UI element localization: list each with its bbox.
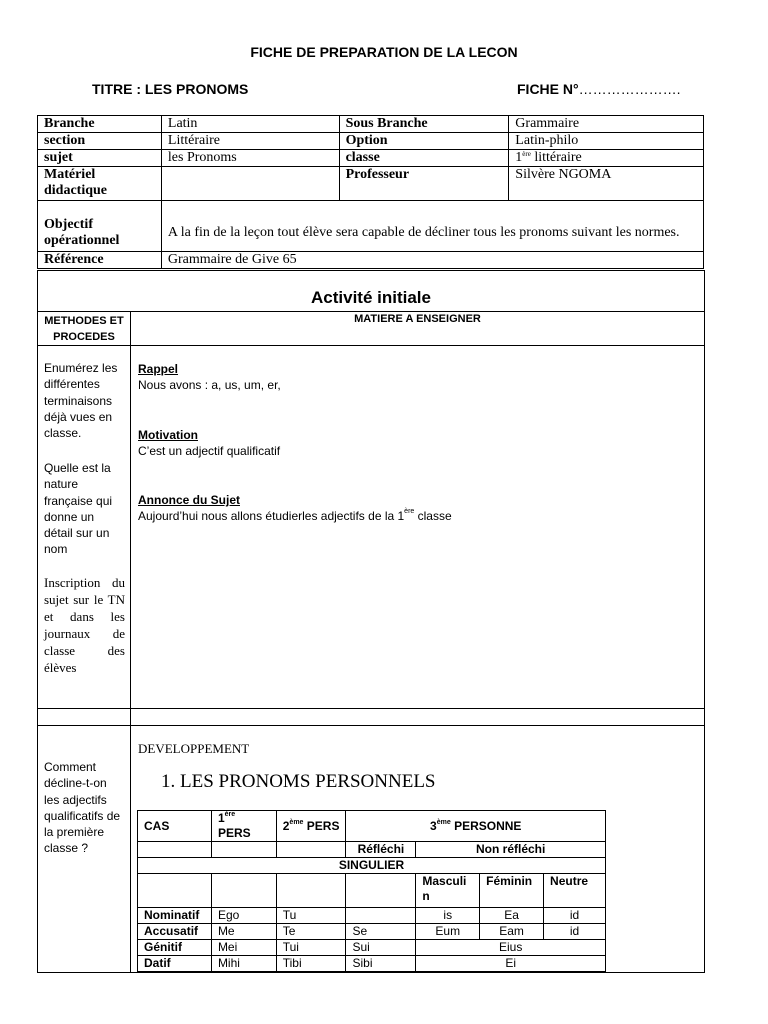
reference-label: Référence <box>38 252 162 269</box>
masculin-header: Masculin <box>416 874 480 908</box>
cell: Ego <box>211 908 276 924</box>
p3-num: 3 <box>430 818 437 833</box>
methodes-header: METHODES ET PROCEDES <box>44 315 124 343</box>
methode-question-1: Enumérez les différentes terminaisons déjà vues en classe. <box>44 361 118 441</box>
p3-header <box>346 811 606 842</box>
annonce-sup: ère <box>404 508 415 515</box>
cell: id <box>544 908 606 924</box>
motivation-title: Motivation <box>138 428 198 442</box>
empty-cell <box>211 874 276 908</box>
cell <box>346 908 416 924</box>
table-row <box>138 956 606 972</box>
activite-title: Activité initiale <box>311 288 431 307</box>
cas-header: CAS <box>138 811 212 842</box>
info-table <box>37 115 704 269</box>
cell: Ea <box>480 908 544 924</box>
p3-sup: ème <box>436 818 451 826</box>
empty-cell <box>276 874 346 908</box>
page-title: FICHE DE PREPARATION DE LA LECON <box>250 44 518 60</box>
table-row <box>138 924 606 940</box>
fiche-dots: …………………. <box>578 81 681 97</box>
classe-num: 1 <box>515 150 523 165</box>
cell: Mihi <box>211 956 276 972</box>
cell: Me <box>211 924 276 940</box>
rappel-block <box>138 361 281 393</box>
case-name: Nominatif <box>138 908 212 924</box>
rappel-text: Nous avons : a, us, um, er, <box>138 378 281 392</box>
cell: Te <box>276 924 346 940</box>
section-value: Littéraire <box>161 133 339 150</box>
methode-inscription: Inscription du sujet sur le TN et dans les journaux de classe des élèves <box>44 575 125 675</box>
annonce-line <box>138 508 452 524</box>
p1-header <box>211 811 276 842</box>
case-name: Accusatif <box>138 924 212 940</box>
rappel-title: Rappel <box>138 362 179 376</box>
classe-text: littéraire <box>530 150 582 165</box>
option-label: Option <box>339 133 509 150</box>
fiche-label: FICHE N° <box>517 81 579 97</box>
column-divider <box>130 311 131 972</box>
reference-value: Grammaire de Give 65 <box>161 252 703 269</box>
objectif-label: Objectif opérationnel <box>38 201 162 252</box>
feminin-header: Féminin <box>480 874 544 908</box>
section-title: 1. LES PRONOMS PERSONNELS <box>161 771 436 792</box>
annonce-block <box>138 492 452 524</box>
p1-sup: ère <box>224 811 236 818</box>
cell: Eum <box>416 924 480 940</box>
p2-num: 2 <box>282 818 290 833</box>
p2-end: PERS <box>303 818 340 833</box>
objectif-value: A la fin de la leçon tout élève sera capable de décliner tous les pronoms suivant les normes. <box>161 201 703 252</box>
p2-header <box>276 811 346 842</box>
singulier-header: SINGULIER <box>138 858 606 874</box>
annonce-title: Annonce du Sujet <box>138 493 240 507</box>
cell: Sibi <box>346 956 416 972</box>
cell: Eius <box>416 940 606 956</box>
materiel-label: Matériel didactique <box>38 167 162 201</box>
professeur-value: Silvère NGOMA <box>509 167 704 201</box>
pronouns-table <box>137 810 606 972</box>
branche-label: Branche <box>38 116 162 133</box>
cell: id <box>544 924 606 940</box>
classe-sup: ère <box>522 150 531 158</box>
empty-cell <box>138 842 212 858</box>
p1-end: PERS <box>217 826 251 840</box>
divider <box>38 725 704 726</box>
motivation-block <box>138 427 280 459</box>
p1-num: 1 <box>217 811 225 825</box>
classe-label: classe <box>339 150 509 167</box>
cell: Tibi <box>276 956 346 972</box>
case-name: Génitif <box>138 940 212 956</box>
reflechi-header: Réfléchi <box>346 842 416 858</box>
annonce-end: classe <box>414 509 452 523</box>
cell: Ei <box>416 956 606 972</box>
developpement-question: Comment décline-t-on les adjectifs qualificatifs de la première classe ? <box>44 760 121 856</box>
classe-value <box>509 150 704 167</box>
p2-sup: ème <box>289 818 304 826</box>
lesson-title: TITRE : LES PRONOMS <box>92 81 249 97</box>
p3-end: PERSONNE <box>450 818 522 833</box>
developpement-label: DEVELOPPEMENT <box>138 741 250 756</box>
cell: is <box>416 908 480 924</box>
cell: Se <box>346 924 416 940</box>
cell: Sui <box>346 940 416 956</box>
table-row <box>138 940 606 956</box>
table-row <box>138 908 606 924</box>
neutre-header: Neutre <box>544 874 606 908</box>
motivation-text: C’est un adjectif qualificatif <box>138 444 281 458</box>
matiere-header: MATIERE A ENSEIGNER <box>354 313 481 325</box>
option-value: Latin-philo <box>509 133 704 150</box>
empty-cell <box>211 842 276 858</box>
sous-branche-label: Sous Branche <box>339 116 509 133</box>
methode-question-2: Quelle est la nature française qui donne un détail sur un nom <box>44 461 113 557</box>
non-reflechi-header: Non réfléchi <box>416 842 606 858</box>
case-name: Datif <box>138 956 212 972</box>
sous-branche-value: Grammaire <box>509 116 704 133</box>
materiel-value <box>161 167 339 201</box>
annonce-text: Aujourd’hui nous allons étudierles adjectifs de la 1 <box>138 509 405 523</box>
empty-cell <box>138 874 212 908</box>
empty-cell <box>276 842 346 858</box>
branche-value: Latin <box>161 116 339 133</box>
divider <box>38 311 704 312</box>
section-label: section <box>38 133 162 150</box>
cell: Mei <box>211 940 276 956</box>
sujet-label: sujet <box>38 150 162 167</box>
divider <box>38 345 704 346</box>
sujet-value: les Pronoms <box>161 150 339 167</box>
empty-cell <box>346 874 416 908</box>
cell: Tui <box>276 940 346 956</box>
professeur-label: Professeur <box>339 167 509 201</box>
lesson-body <box>37 270 705 973</box>
cell: Tu <box>276 908 346 924</box>
fiche-number <box>517 81 681 97</box>
cell: Eam <box>480 924 544 940</box>
divider <box>38 708 704 709</box>
